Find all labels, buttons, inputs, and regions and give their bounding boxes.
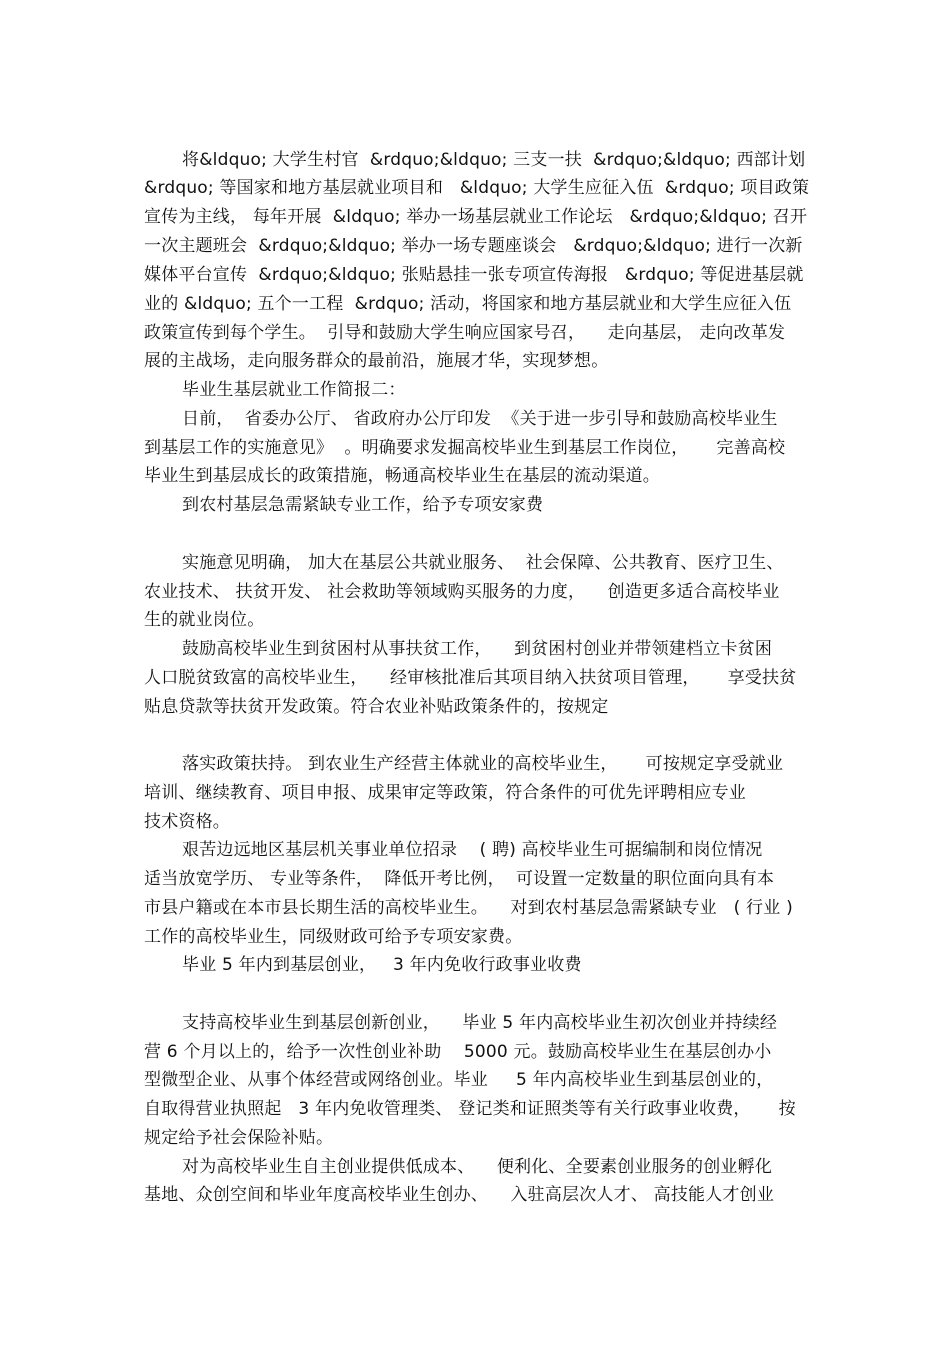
text-line: 落实政策扶持。 到农业生产经营主体就业的高校毕业生， 可按规定享受就业	[182, 754, 784, 774]
text-line: 支持高校毕业生到基层创新创业， 毕业 5 年内高校毕业生初次创业并持续经	[182, 1013, 778, 1033]
text-line: 展的主战场，走向服务群众的最前沿，施展才华，实现梦想。	[144, 351, 609, 371]
text-line: 自取得营业执照起 3 年内免收管理类、 登记类和证照类等有关行政事业收费， 按	[144, 1099, 796, 1119]
text-line: 市县户籍或在本市县长期生活的高校毕业生。 对到农村基层急需紧缺专业 ( 行业 )	[144, 898, 793, 918]
text-line: 日前， 省委办公厅、 省政府办公厅印发 《关于进一步引导和鼓励高校毕业生	[182, 409, 778, 429]
text-line: 到基层工作的实施意见》 。明确要求发掘高校毕业生到基层工作岗位， 完善高校	[144, 438, 786, 458]
text-line: 人口脱贫致富的高校毕业生， 经审核批准后其项目纳入扶贫项目管理， 享受扶贫	[144, 668, 797, 688]
text-line: 将&ldquo; 大学生村官 &rdquo;&ldquo; 三支一扶 &rdquo;&ldquo; 西部计划	[182, 150, 806, 170]
text-line: 政策宣传到每个学生。 引导和鼓励大学生响应国家号召， 走向基层， 走向改革发	[144, 323, 786, 343]
section-heading: 毕业 5 年内到基层创业， 3 年内免收行政事业收费	[182, 955, 582, 975]
text-line: 生的就业岗位。	[144, 610, 265, 630]
text-line: 农业技术、 扶贫开发、 社会救助等领域购买服务的力度， 创造更多适合高校毕业	[144, 582, 780, 602]
text-line: 工作的高校毕业生，同级财政可给予专项安家费。	[144, 927, 523, 947]
text-line: 适当放宽学历、 专业等条件， 降低开考比例， 可设置一定数量的职位面向具有本	[144, 869, 775, 889]
text-line: 媒体平台宣传 &rdquo;&ldquo; 张贴悬挂一张专项宣传海报 &rdquo; 等促进基层就	[144, 265, 804, 285]
text-line: 技术资格。	[144, 812, 230, 832]
text-line: 营 6 个月以上的，给予一次性创业补助 5000 元。鼓励高校毕业生在基层创办小	[144, 1042, 772, 1062]
text-line: 贴息贷款等扶贫开发政策。符合农业补贴政策条件的，按规定	[144, 697, 609, 717]
text-line: 培训、继续教育、项目申报、成果审定等政策，符合条件的可优先评聘相应专业	[144, 783, 746, 803]
text-line: 规定给予社会保险补贴。	[144, 1128, 334, 1148]
text-line: 对为高校毕业生自主创业提供低成本、 便利化、全要素创业服务的创业孵化	[182, 1157, 773, 1177]
text-line: 实施意见明确， 加大在基层公共就业服务、 社会保障、公共教育、医疗卫生、	[182, 553, 784, 573]
text-line: 鼓励高校毕业生到贫困村从事扶贫工作， 到贫困村创业并带领建档立卡贫困	[182, 639, 773, 659]
text-line: 型微型企业、从事个体经营或网络创业。毕业 5 年内高校毕业生到基层创业的，	[144, 1070, 774, 1090]
text-line: 毕业生到基层成长的政策措施，畅通高校毕业生在基层的流动渠道。	[144, 466, 660, 486]
text-line: 业的 &ldquo; 五个一工程 &rdquo; 活动，将国家和地方基层就业和大学生应征入伍	[144, 294, 792, 314]
text-line: 一次主题班会 &rdquo;&ldquo; 举办一场专题座谈会 &rdquo;&ldquo; 进行一次新	[144, 236, 803, 256]
text-line: &rdquo; 等国家和地方基层就业项目和 &ldquo; 大学生应征入伍 &rdquo; 项目政策	[144, 178, 810, 198]
text-line: 宣传为主线， 每年开展 &ldquo; 举办一场基层就业工作论坛 &rdquo;&ldquo; 召开	[144, 207, 808, 227]
section-heading: 到农村基层急需紧缺专业工作，给予专项安家费	[182, 495, 544, 515]
section-heading: 毕业生基层就业工作简报二：	[182, 380, 406, 400]
text-line: 基地、众创空间和毕业年度高校毕业生创办、 入驻高层次人才、 高技能人才创业	[144, 1185, 775, 1205]
text-line: 艰苦边远地区基层机关事业单位招录 ( 聘) 高校毕业生可据编制和岗位情况	[182, 840, 763, 860]
